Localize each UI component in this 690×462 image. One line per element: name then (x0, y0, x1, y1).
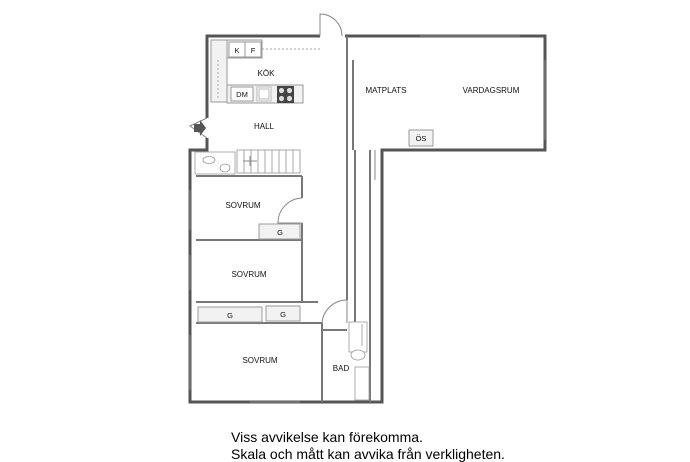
fridge-label: K (234, 46, 240, 55)
sink (257, 87, 271, 101)
entrance-arrow-icon (194, 120, 206, 136)
room-label-living: VARDAGSRUM (462, 86, 520, 95)
disclaimer-line-2: Skala och mått kan avvika från verkligheten. (231, 446, 505, 462)
wardrobe-label-2: G (227, 311, 233, 320)
disclaimer-line-1: Viss avvikelse kan förekomma. (231, 429, 423, 445)
wardrobe-label-1: G (277, 228, 283, 237)
wardrobe-label-3: G (280, 310, 286, 319)
freezer-label: F (250, 46, 256, 55)
room-label-bathroom: BAD (332, 364, 350, 373)
staircase (237, 150, 300, 173)
room-label-hall: HALL (253, 122, 275, 131)
room-label-bedroom-2: SOVRUM (231, 270, 267, 279)
room-label-kitchen: KÖK (257, 69, 275, 78)
room-label-bedroom-3: SOVRUM (242, 356, 278, 365)
fireplace-label: ÖS (415, 134, 427, 143)
room-label-bedroom-1: SOVRUM (225, 201, 261, 210)
hall-toilet (195, 152, 235, 174)
room-label-dining: MATPLATS (365, 86, 407, 95)
dishwasher-label: DM (236, 90, 248, 99)
stove (277, 86, 294, 103)
bathroom-fixtures (349, 322, 369, 400)
